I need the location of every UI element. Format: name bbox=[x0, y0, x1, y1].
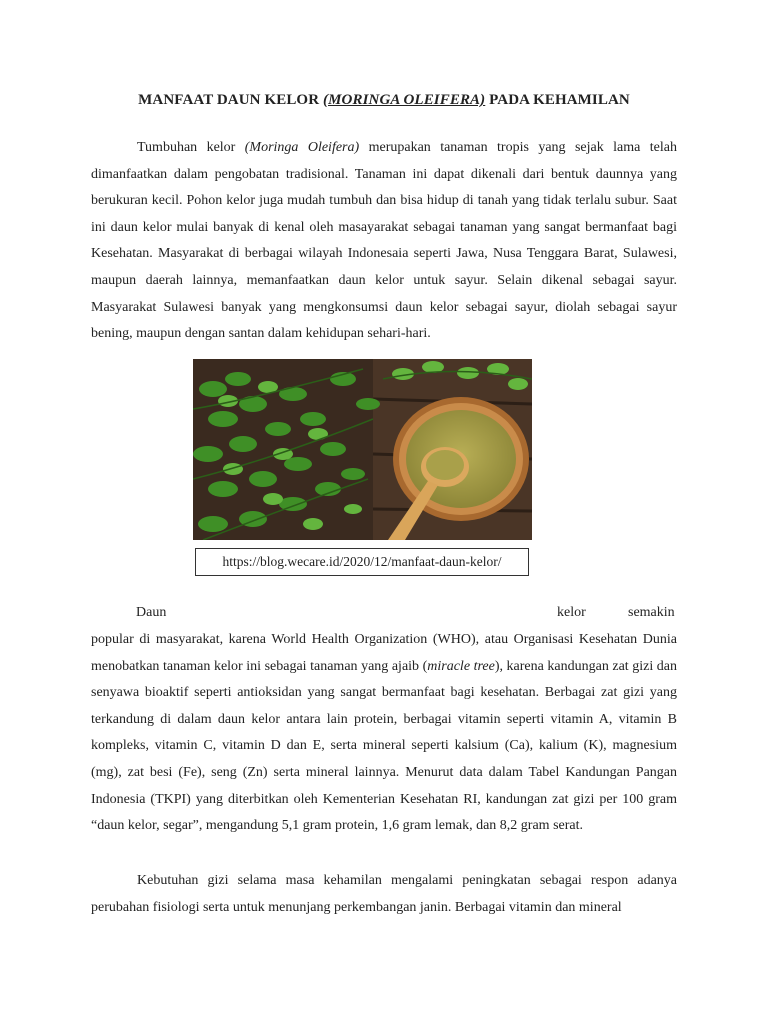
paragraph-text: Tumbuhan kelor bbox=[137, 140, 245, 155]
title-text-end: PADA KEHAMILAN bbox=[485, 92, 630, 108]
word-kelor: kelor bbox=[557, 605, 586, 620]
paragraph-text: ), karena kandungan zat gizi dan senyawa bioaktif seperti antioksidan yang sangat bermanfaat bagi kesehatan. Berbagai zat gizi yang terkandung di dalam daun kelor antara lain protein, berbagai vitamin seperti vitamin A, vitamin B kompleks, vitamin C, vitamin D dan E, serta mineral seperti kalsium (Ca), kalium (K), magnesium (mg), zat besi (Fe), seng (Zn) serta mineral lainnya. Menurut data dalam Tabel Kandungan Pangan Indonesia (TKPI) yang diterbitkan oleh Kementerian Kesehatan RI, kandungan zat gizi per 100 gram “daun kelor, segar”, mengandung 5,1 gram protein, 1,6 gram lemak, dan 8,2 gram serat. bbox=[91, 658, 677, 834]
moringa-photo bbox=[193, 359, 532, 540]
paragraph-text: merupakan tanaman tropis yang sejak lama telah dimanfaatkan dalam pengobatan tradisional. Tanaman ini dapat dikenali dari bentuk daunnya yang berukuran kecil. Pohon kelor juga mudah tumbuh dan bisa hidup di tanah yang tidak terlalu subur. Saat ini daun kelor mulai banyak di kenal oleh masayarakat sebagai tanaman yang sangat bermanfaat bagi Kesehatan. Masyarakat di berbagai wilayah Indonesaia seperti Jawa, Nusa Tenggara Barat, Sulawesi, maupun daerah lainnya, memanfaatkan daun kelor untuk sayur. Selain dikenal sebagai sayur. Masyarakat Sulawesi banyak yang mengkonsumsi daun kelor sebagai sayur, diolah sebagai sayur bening, maupun dengan santan dalam kehidupan sehari-hari. bbox=[91, 140, 677, 342]
paragraph-pregnancy bbox=[91, 868, 677, 921]
document-title bbox=[0, 92, 768, 109]
paragraph-text: Kebutuhan gizi selama masa kehamilan mengalami peningkatan sebagai respon adanya perubahan fisiologi serta untuk menunjang perkembangan janin. Berbagai vitamin dan mineral bbox=[91, 873, 677, 915]
title-scientific-name: (MORINGA OLEIFERA) bbox=[323, 92, 486, 108]
image-source-caption: https://blog.wecare.id/2020/12/manfaat-daun-kelor/ bbox=[195, 548, 529, 576]
title-text: MANFAAT DAUN KELOR bbox=[138, 92, 323, 108]
paragraph-nutrition bbox=[91, 627, 677, 840]
paragraph-intro bbox=[91, 135, 677, 348]
paragraph-text: popular di masyarakat, karena World Health Organization (WHO), atau Organisasi Kesehatan Dunia menobatkan tanaman kelor ini sebagai tanaman yang ajaib ( bbox=[91, 632, 677, 674]
scientific-name: (Moringa Oleifera) bbox=[244, 140, 360, 155]
word-semakin: semakin bbox=[628, 605, 675, 620]
word-daun: Daun bbox=[136, 605, 167, 620]
italic-term: miracle tree bbox=[427, 658, 495, 674]
